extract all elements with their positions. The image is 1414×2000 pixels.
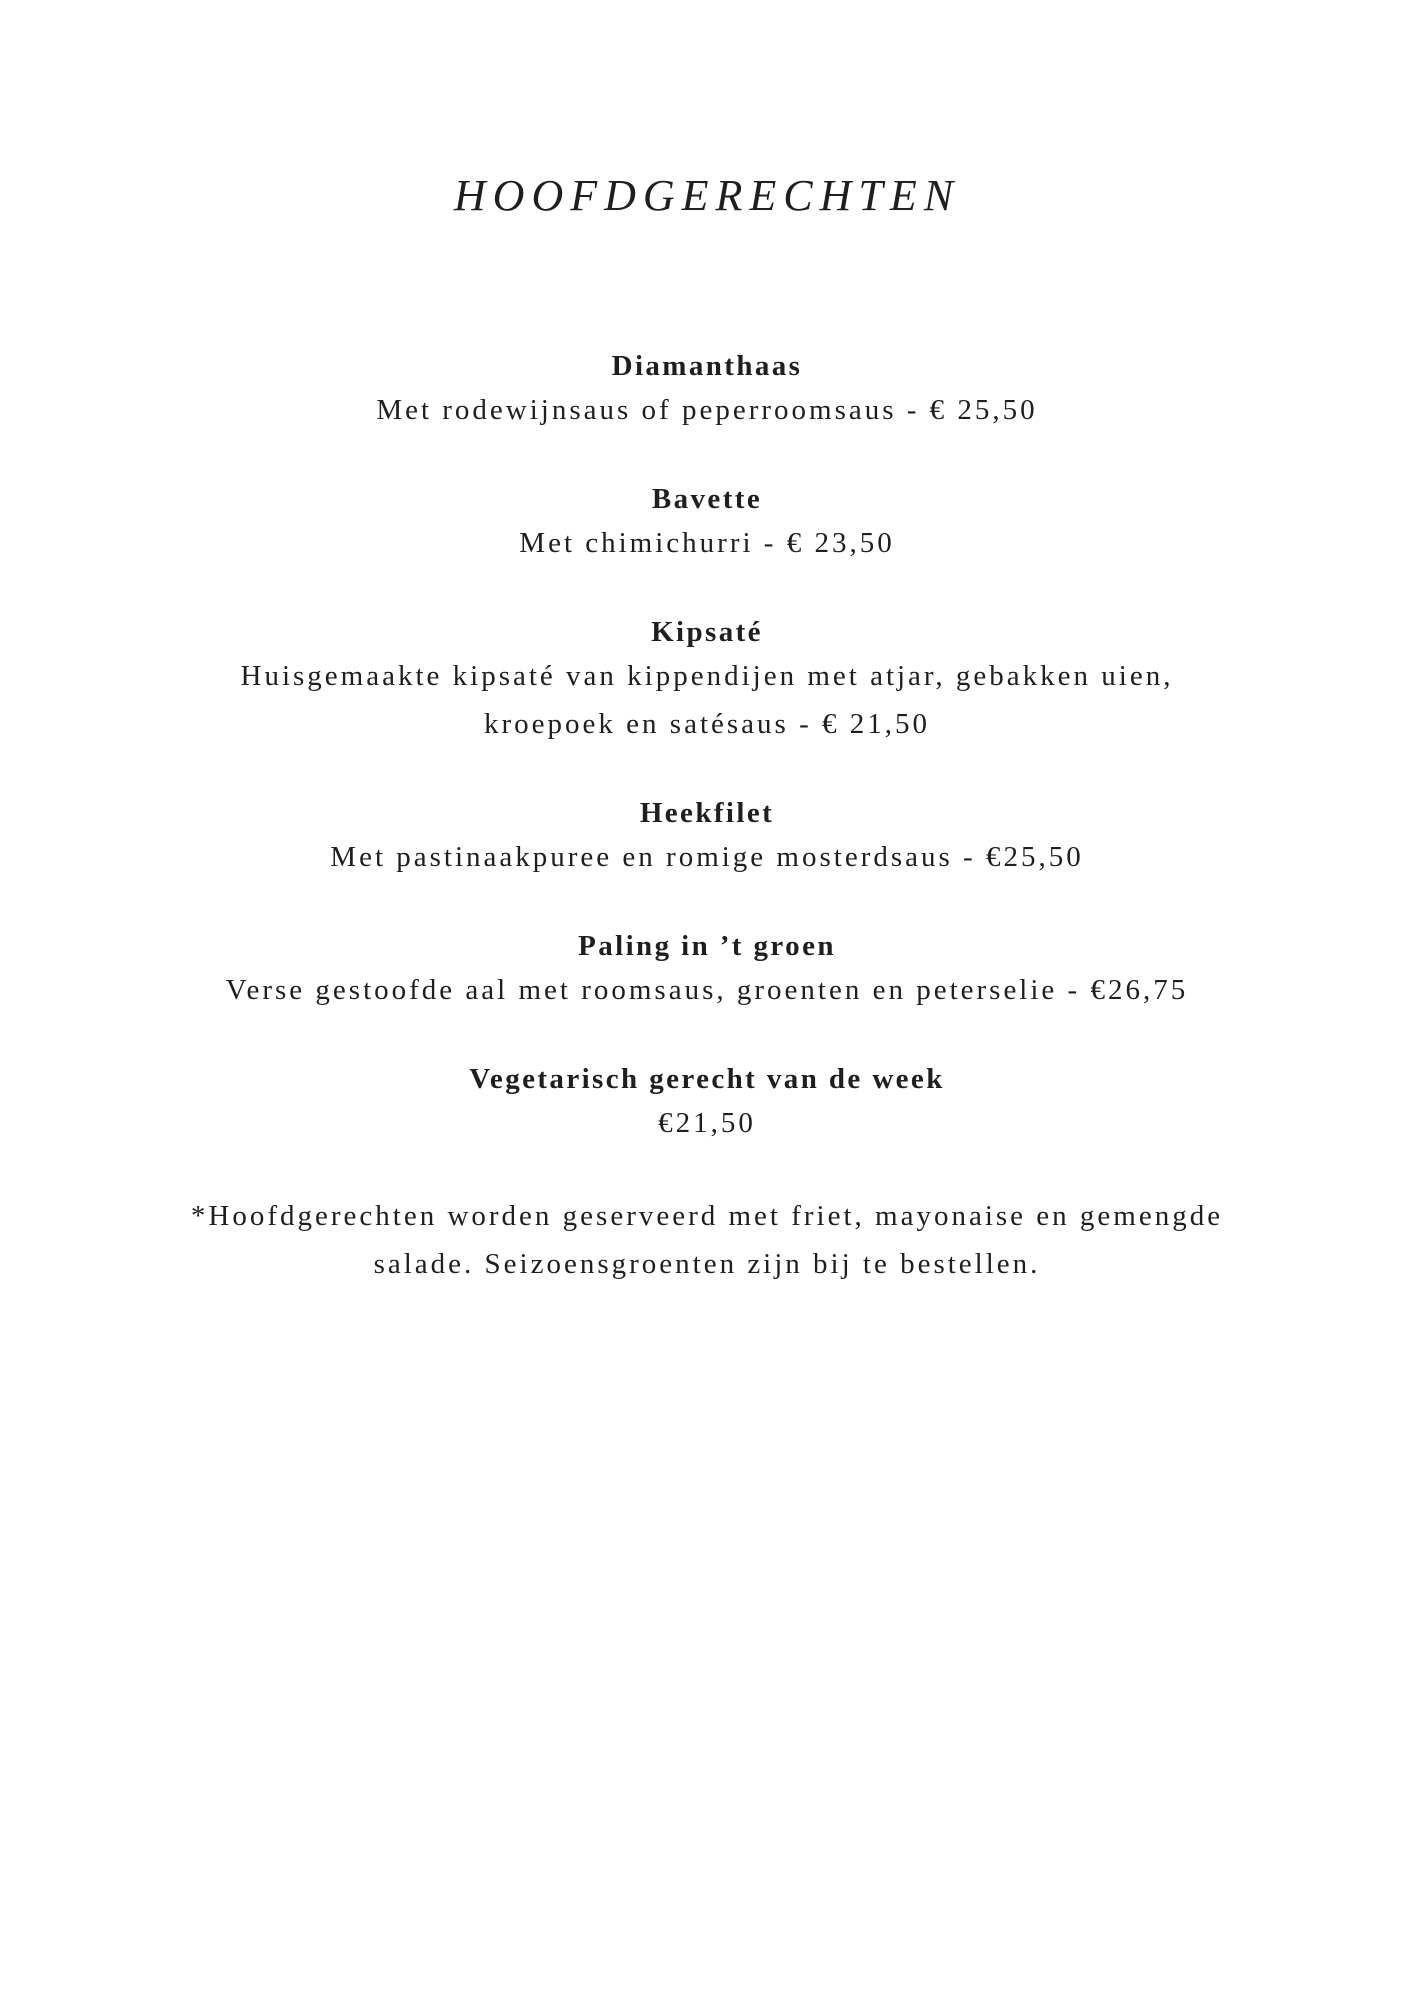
dish-description: Met pastinaakpuree en romige mosterdsaus - €25,50	[330, 841, 1084, 873]
dish-name: Paling in ’t groen	[578, 930, 836, 962]
dish-name: Diamanthaas	[611, 350, 803, 382]
dish-item	[0, 479, 1414, 567]
dish-item	[0, 612, 1414, 748]
dish-description: Met rodewijnsaus of peperroomsaus - € 25,50	[376, 394, 1038, 426]
dish-name: Kipsaté	[651, 616, 763, 648]
dish-item	[0, 926, 1414, 1014]
page-title: HOOFDGERECHTEN	[453, 171, 961, 220]
dish-name: Vegetarisch gerecht van de week	[469, 1063, 945, 1095]
dish-description: Huisgemaakte kipsaté van kippendijen met atjar, gebakken uien, kroepoek en satésaus - € 21,50	[240, 660, 1174, 740]
dish-description: Met chimichurri - € 23,50	[519, 527, 895, 559]
dish-description: Verse gestoofde aal met roomsaus, groenten en peterselie - €26,75	[225, 974, 1189, 1006]
dish-name: Bavette	[651, 483, 763, 515]
dish-description: €21,50	[658, 1107, 756, 1139]
dish-item	[0, 1059, 1414, 1147]
menu-footnote: *Hoofdgerechten worden geserveerd met friet, mayonaise en gemengde salade. Seizoensgroenten zijn bij te bestellen.	[190, 1200, 1224, 1280]
dish-name: Heekfilet	[639, 797, 775, 829]
dish-item	[0, 793, 1414, 881]
dish-item	[0, 346, 1414, 434]
dish-list	[0, 346, 1414, 1147]
